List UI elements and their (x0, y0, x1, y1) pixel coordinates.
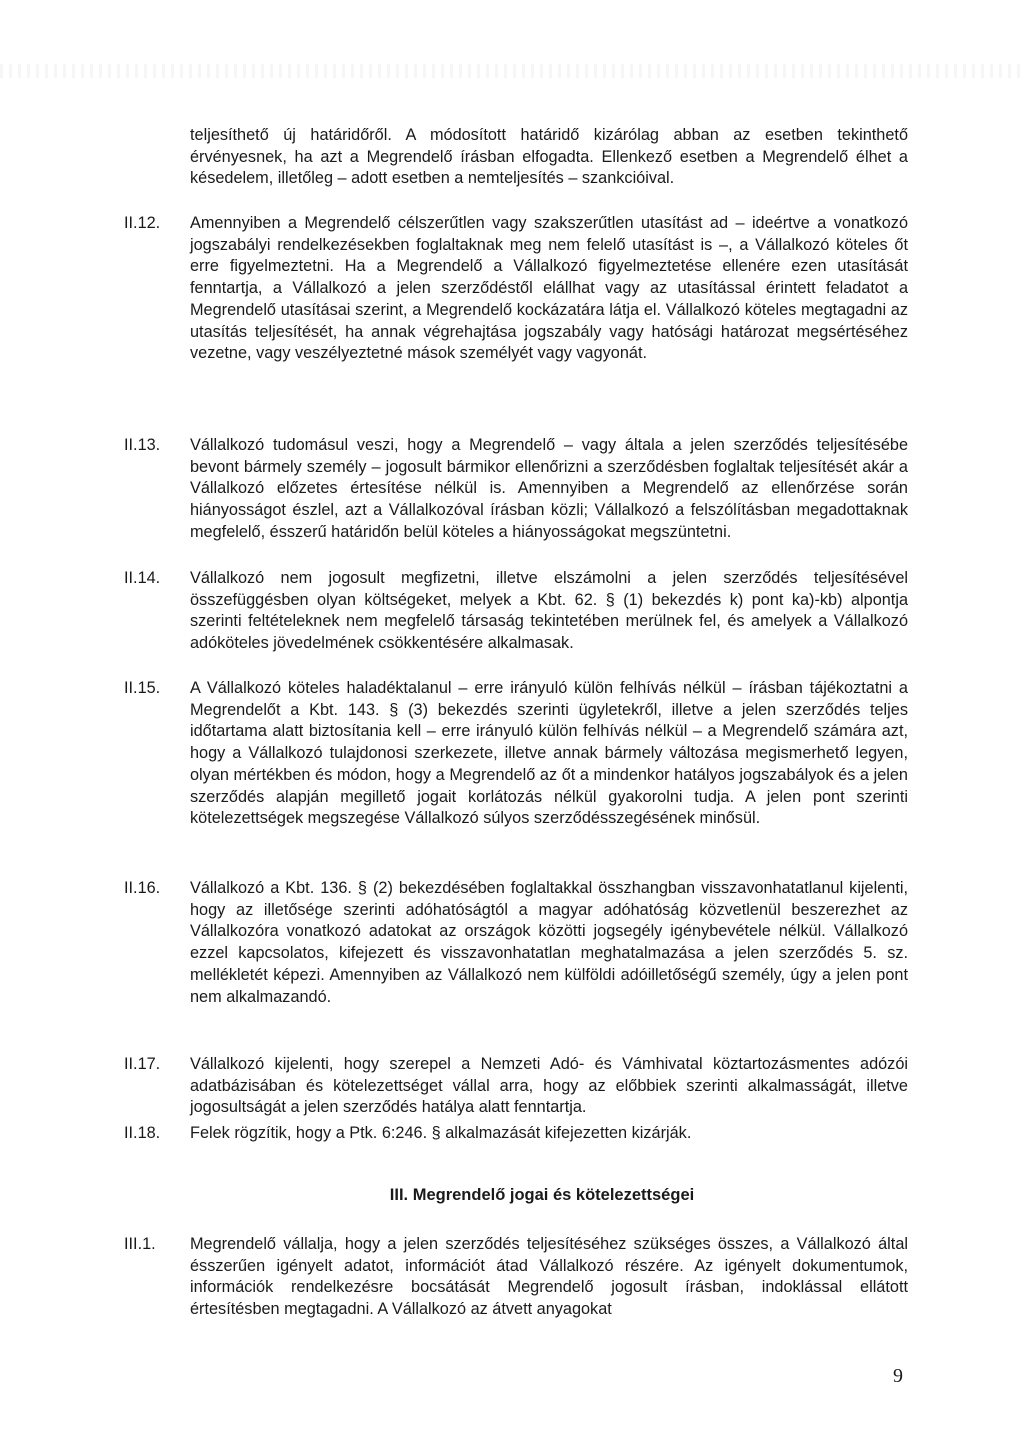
section-number: II.12. (124, 214, 161, 232)
section-number: II.15. (124, 679, 161, 697)
section-text: Vállalkozó kijelenti, hogy szerepel a Nemzeti Adó- és Vámhivatal köztartozásmentes adózói adatbázisában és kötelezettséget vállal arra, hogy az előbbiek szerinti alkalmasságát, illetve jogosultságát a jelen szerződés hatálya alatt fenntartja. (190, 1055, 908, 1117)
scan-artifact (0, 64, 1024, 78)
section-text: Vállalkozó tudomásul veszi, hogy a Megrendelő – vagy általa a jelen szerződés teljesítésébe bevont bármely személy – jogosult bármikor ellenőrizni a szerződésben foglaltak teljesítését akár a Vállalkozó előzetes értesítése nélkül is. Amennyiben a Megrendelő az ellenőrzése során hiányosságot észlel, azt a Vállalkozóval írásban közli; Vállalkozó a felszólításban megadottaknak megfelelő, ésszerű határidőn belül köteles a hiányosságokat megszüntetni. (190, 436, 908, 541)
section-number: III.1. (124, 1235, 156, 1253)
section-text: Felek rögzítik, hogy a Ptk. 6:246. § alkalmazását kifejezetten kizárják. (190, 1124, 692, 1142)
section-text: Vállalkozó a Kbt. 136. § (2) bekezdésében foglaltakkal összhangban visszavonhatatlanul kijelenti, hogy az illetősége szerinti adóhatóságtól a magyar adóhatóság közvetlenül beszerezhet az Vállalkozóra vonatkozó adatokat az országok közötti jogsegély igénybevétele nélkül. Vállalkozó ezzel kapcsolatos, kifejezett és visszavonhatatlan meghatalmazása a jelen szerződés 5. sz. mellékletét képezi. Amennyiben az Vállalkozó nem külföldi adóilletőségű személy, úgy a jelen pont nem alkalmazandó. (190, 879, 908, 1006)
section-text: Vállalkozó nem jogosult megfizetni, illetve elszámolni a jelen szerződés teljesítésével összefüggésben olyan költségeket, melyek a Kbt. 62. § (1) bekezdés k) pont ka)-kb) alpontja szerinti feltételeknek nem megfelelő társaság tekintetében merülnek fel, és amelyek a Vállalkozó adóköteles jövedelmének csökkentésére alkalmasak. (190, 569, 908, 653)
section-number: II.13. (124, 436, 161, 454)
section-number: II.18. (124, 1124, 161, 1142)
intro-paragraph: teljesíthető új határidőről. A módosított határidő kizárólag abban az esetben tekinthető érvényesnek, ha azt a Megrendelő írásban elfogadta. Ellenkező esetben a Megrendelő élhet a késedelem, illetőleg – adott esetben a nemteljesítés – szankcióival. (190, 126, 908, 188)
section-text: A Vállalkozó köteles haladéktalanul – erre irányuló külön felhívás nélkül – írásban tájékoztatni a Megrendelőt a Kbt. 143. § (3) bekezdés szerinti ügyletekről, illetve a jelen szerződés teljes időtartama alatt biztosítania kell – erre irányuló külön felhívás nélkül – a Megrendelő számára azt, hogy a Vállalkozó tulajdonosi szerkezete, illetve annak bármely változása megismerhető legyen, olyan mértékben és módon, hogy a Megrendelő az őt a mindenkor hatályos jogszabályok és a jelen szerződés alapján megillető jogait korlátozás nélkül gyakorolni tudja. A jelen pont szerinti kötelezettségek megszegése Vállalkozó súlyos szerződésszegésének minősül. (190, 679, 908, 828)
section-number: II.17. (124, 1055, 161, 1073)
section-text: Megrendelő vállalja, hogy a jelen szerződés teljesítéséhez szükséges összes, a Vállalkozó által ésszerűen igényelt adatot, információt átad Vállalkozó részére. Az igényelt dokumentumok, információk rendelkezésre bocsátását Megrendelő jogosult írásban, indoklással ellátott értesítésben megtagadni. A Vállalkozó az átvett anyagokat (190, 1235, 908, 1319)
page-number: 9 (893, 1365, 903, 1387)
section-heading: III. Megrendelő jogai és kötelezettségei (389, 1186, 695, 1204)
section-number: II.16. (124, 879, 161, 897)
section-number: II.14. (124, 569, 161, 587)
section-text: Amennyiben a Megrendelő célszerűtlen vagy szakszerűtlen utasítást ad – ideértve a vonatkozó jogszabályi rendelkezésekben foglaltaknak meg nem felelő utasítást is –, a Vállalkozó köteles őt erre figyelmeztetni. Ha a Megrendelő a Vállalkozó figyelmeztetése ellenére ezen utasítását fenntartja, a Vállalkozó a jelen szerződéstől elállhat vagy az utasítással érintett feladatot a Megrendelő utasításai szerint, a Megrendelő kockázatára látja el. Vállalkozó köteles megtagadni az utasítás teljesítését, ha annak végrehajtása jogszabály vagy hatósági határozat megsértéséhez vezetne, vagy veszélyeztetné mások személyét vagy vagyonát. (190, 214, 908, 363)
